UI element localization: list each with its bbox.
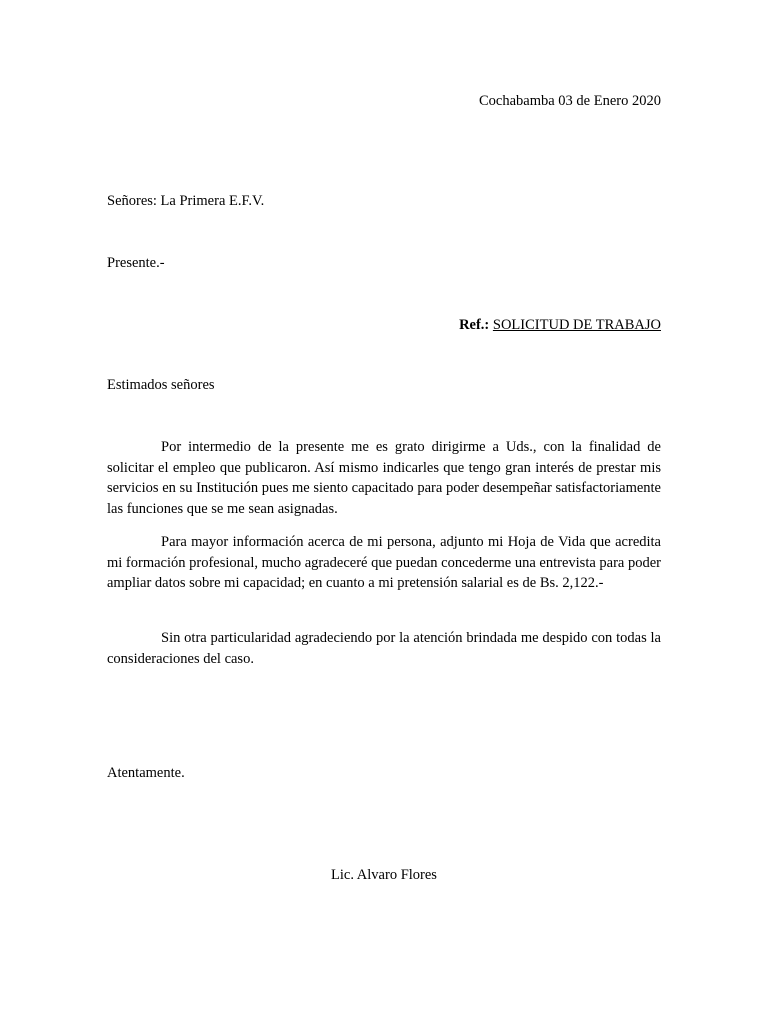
letter-signature: Lic. Alvaro Flores xyxy=(331,867,437,883)
reference-label: Ref.: xyxy=(459,317,490,333)
letter-reference xyxy=(459,316,661,334)
letter-date: Cochabamba 03 de Enero 2020 xyxy=(478,93,661,109)
letter-salutation: Estimados señores xyxy=(107,377,215,393)
reference-subject: SOLICITUD DE TRABAJO xyxy=(492,317,661,333)
letter-present: Presente.- xyxy=(107,255,165,271)
letter-closing: Atentamente. xyxy=(107,765,185,781)
body-paragraph-3: Sin otra particularidad agradeciendo por la atención brindada me despido con todas la consideraciones del caso. xyxy=(107,630,661,667)
body-paragraph-1: Por intermedio de la presente me es grato dirigirme a Uds., con la finalidad de solicitar el empleo que publicaron. Así mismo indicarles que tengo gran interés de prestar mis servicios en su Institución pues me siento capacitado para poder desempeñar satisfactoriamente las funciones que se me sean asignadas. xyxy=(107,439,661,517)
letter-recipient: Señores: La Primera E.F.V. xyxy=(107,193,265,209)
body-paragraph-2: Para mayor información acerca de mi persona, adjunto mi Hoja de Vida que acredita mi formación profesional, mucho agradeceré que puedan concederme una entrevista para poder ampliar datos sobre mi capacidad; en cuanto a mi pretensión salarial es de Bs. 2,122.- xyxy=(107,534,661,592)
